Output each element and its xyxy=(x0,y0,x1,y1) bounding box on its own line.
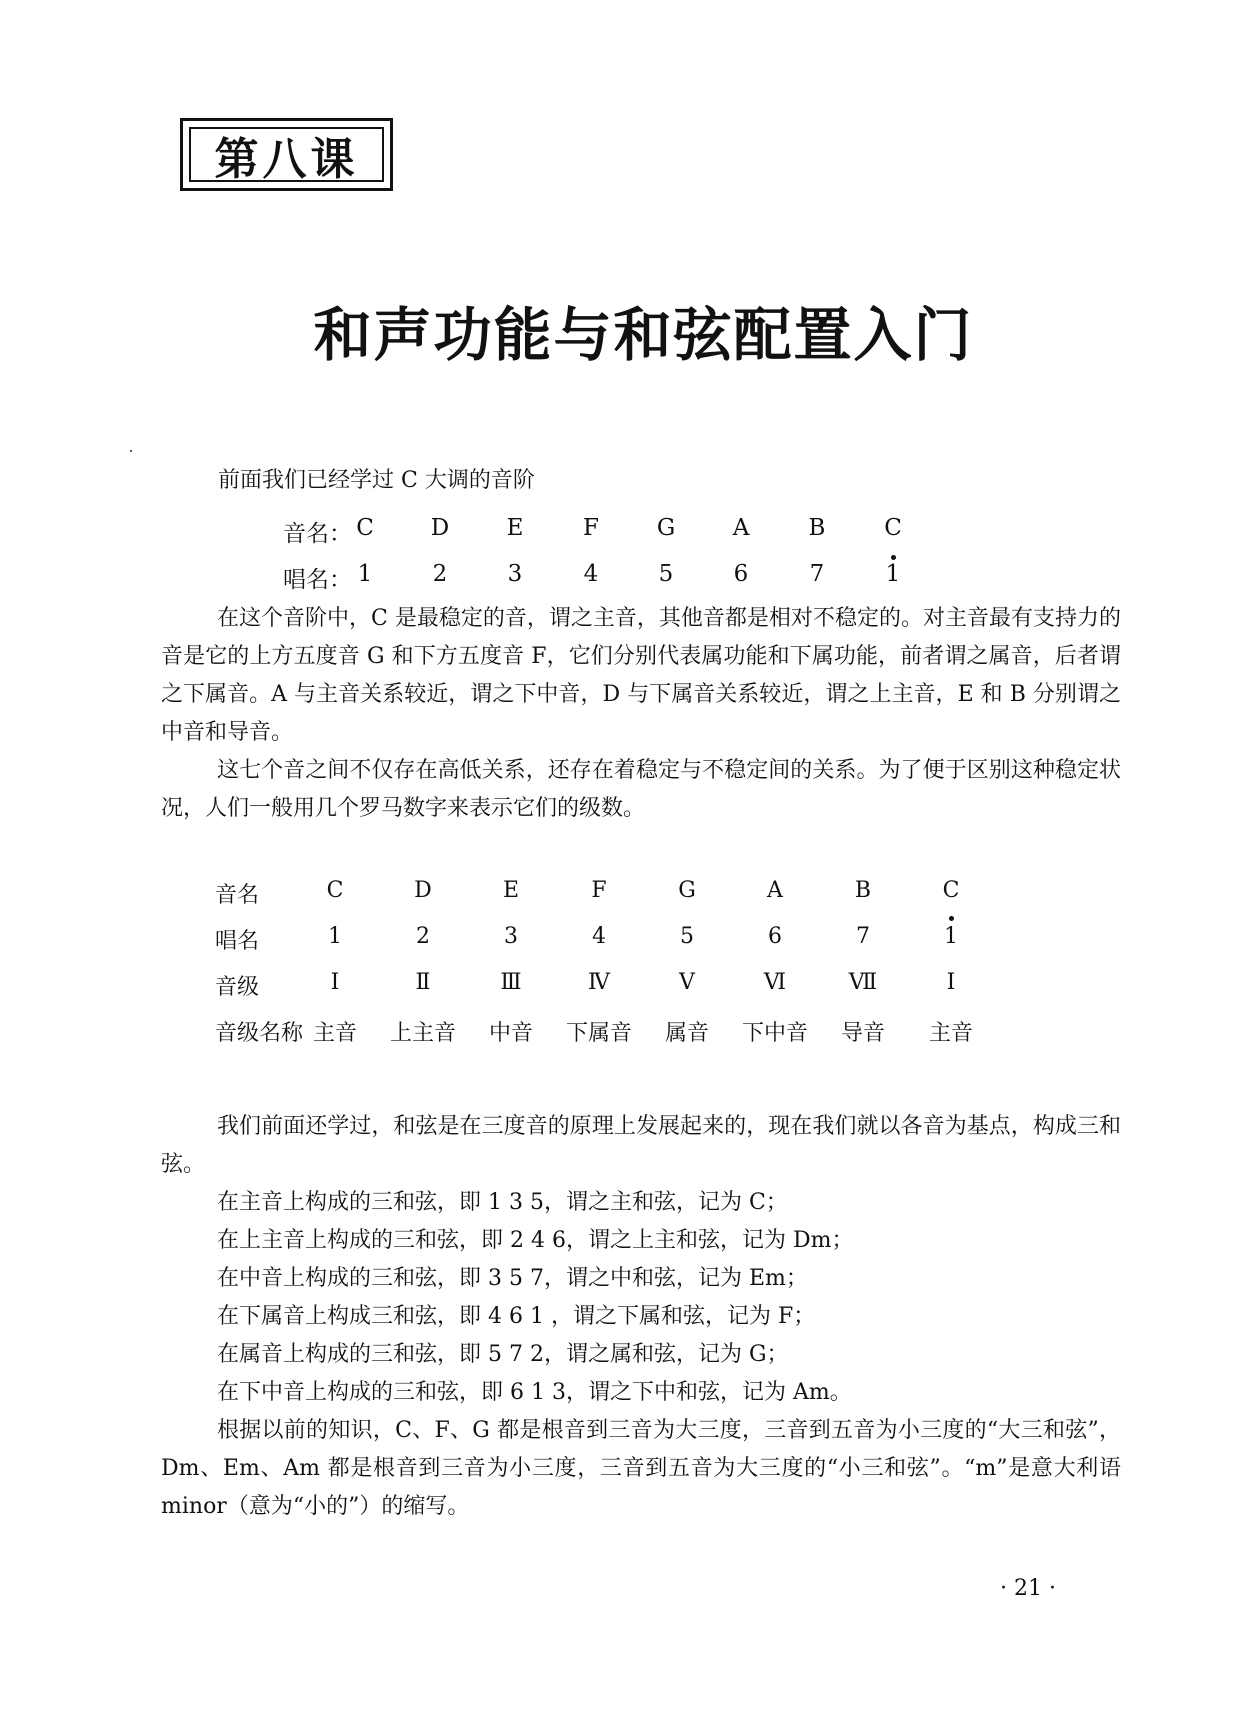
grade-cell: B xyxy=(854,878,872,903)
chord-line: 在中音上构成的三和弦，即 3 5 7，谓之中和弦，记为 Em； xyxy=(217,1266,808,1291)
grade-cell: 1 xyxy=(328,924,342,949)
grade-cell: Ⅶ xyxy=(848,970,878,995)
grade-row-label: 音名 xyxy=(215,883,260,908)
grade-cell: A xyxy=(767,878,783,903)
high-octave-dot xyxy=(891,555,896,560)
grade-cell: 1 xyxy=(944,924,958,949)
scale-cell: 1 xyxy=(357,561,373,587)
grade-cell: 主音 xyxy=(928,1021,973,1046)
chord-line: 在主音上构成的三和弦，即 1 3 5，谓之主和弦，记为 C； xyxy=(217,1190,788,1215)
scale-cell: 2 xyxy=(432,561,448,587)
scale-cell: D xyxy=(430,515,450,541)
grade-cell: 主音 xyxy=(312,1021,357,1046)
grade-cell: D xyxy=(414,878,432,903)
stray-mark xyxy=(130,450,132,452)
grade-cell: G xyxy=(678,878,696,903)
grade-cell: E xyxy=(502,878,520,903)
scale-cell: A xyxy=(732,515,750,541)
page-title: 和声功能与和弦配置入门 xyxy=(313,301,974,369)
scale-cell: G xyxy=(656,515,676,541)
grade-row-label: 音级 xyxy=(215,975,260,1000)
grade-cell: 2 xyxy=(416,924,430,949)
grade-cell: 下中音 xyxy=(741,1021,808,1046)
scale-cell: 6 xyxy=(733,561,749,587)
grade-cell: Ⅵ xyxy=(763,970,787,995)
lesson-label: 第八课 xyxy=(189,127,384,182)
grade-cell: 导音 xyxy=(840,1021,885,1046)
paragraph: 根据以前的知识，C、F、G 都是根音到三音为大三度，三音到五音为小三度的“大三和弦”，Dm、Em、Am 都是根音到三音为小三度，三音到五音为大三度的“小三和弦”。“m”是意大利语 minor（意为“小的”）的缩写。 xyxy=(161,1418,1121,1519)
grade-cell: 4 xyxy=(592,924,606,949)
page-number: · 21 · xyxy=(1000,1576,1056,1601)
scale-cell: 7 xyxy=(809,561,825,587)
paragraph-block-2 xyxy=(161,1108,1121,1526)
grade-cell: 6 xyxy=(768,924,782,949)
grade-row-label: 唱名 xyxy=(215,929,260,954)
grade-cell: 3 xyxy=(504,924,518,949)
scale-cell: 4 xyxy=(583,561,599,587)
high-octave-dot xyxy=(949,916,954,921)
grade-cell: 属音 xyxy=(664,1021,709,1046)
chord-line: 在属音上构成的三和弦，即 5 7 2，谓之属和弦，记为 G； xyxy=(217,1342,789,1367)
chord-line: 在下属音上构成三和弦，即 4 6 1 ，谓之下属和弦，记为 F； xyxy=(217,1304,816,1329)
scale-row-label: 音名： xyxy=(283,521,352,547)
grade-cell: 下属音 xyxy=(565,1021,632,1046)
scale-cell: 5 xyxy=(658,561,674,587)
intro-text: 前面我们已经学过 C 大调的音阶 xyxy=(218,468,535,493)
chord-line: 在下中音上构成的三和弦，即 6 1 3，谓之下中和弦，记为 Am。 xyxy=(217,1380,852,1405)
grade-cell: C xyxy=(942,878,960,903)
scale-cell: C xyxy=(356,515,374,541)
paragraph: 在这个音阶中，C 是最稳定的音，谓之主音，其他音都是相对不稳定的。对主音最有支持力的音是它的上方五度音 G 和下方五度音 F，它们分别代表属功能和下属功能，前者谓之属音，后者谓之下属音。A 与主音关系较近，谓之下中音，D 与下属音关系较近，谓之上主音，E 和 B 分别谓之中音和导音。 xyxy=(161,606,1121,745)
grade-cell: Ⅳ xyxy=(588,970,610,995)
grade-cell: Ⅰ xyxy=(330,970,340,995)
grade-cell: 中音 xyxy=(488,1021,533,1046)
scale-cell: B xyxy=(808,515,826,541)
grade-cell: Ⅴ xyxy=(679,970,695,995)
grade-cell: C xyxy=(326,878,344,903)
grade-cell: F xyxy=(591,878,607,903)
scale-cell: 3 xyxy=(507,561,523,587)
grade-cell: 5 xyxy=(680,924,694,949)
grade-cell: 7 xyxy=(856,924,870,949)
grade-cell: 上主音 xyxy=(389,1021,456,1046)
grade-row-label: 音级名称 xyxy=(215,1021,304,1046)
grade-cell: Ⅱ xyxy=(415,970,431,995)
chord-line: 在上主音上构成的三和弦，即 2 4 6，谓之上主和弦，记为 Dm； xyxy=(217,1228,854,1253)
scale-cell: F xyxy=(583,515,599,541)
scale-row-label: 唱名： xyxy=(283,567,352,593)
grade-cell: Ⅲ xyxy=(500,970,522,995)
lesson-label-box xyxy=(180,118,393,191)
paragraph-block-1 xyxy=(161,600,1121,828)
scale-cell: C xyxy=(884,515,902,541)
scale-cell: E xyxy=(506,515,524,541)
paragraph: 这七个音之间不仅存在高低关系，还存在着稳定与不稳定间的关系。为了便于区别这种稳定状况，人们一般用几个罗马数字来表示它们的级数。 xyxy=(161,758,1121,821)
grade-cell: Ⅰ xyxy=(946,970,956,995)
scale-cell: 1 xyxy=(885,561,901,587)
paragraph: 我们前面还学过，和弦是在三度音的原理上发展起来的，现在我们就以各音为基点，构成三和弦。 xyxy=(161,1114,1121,1177)
